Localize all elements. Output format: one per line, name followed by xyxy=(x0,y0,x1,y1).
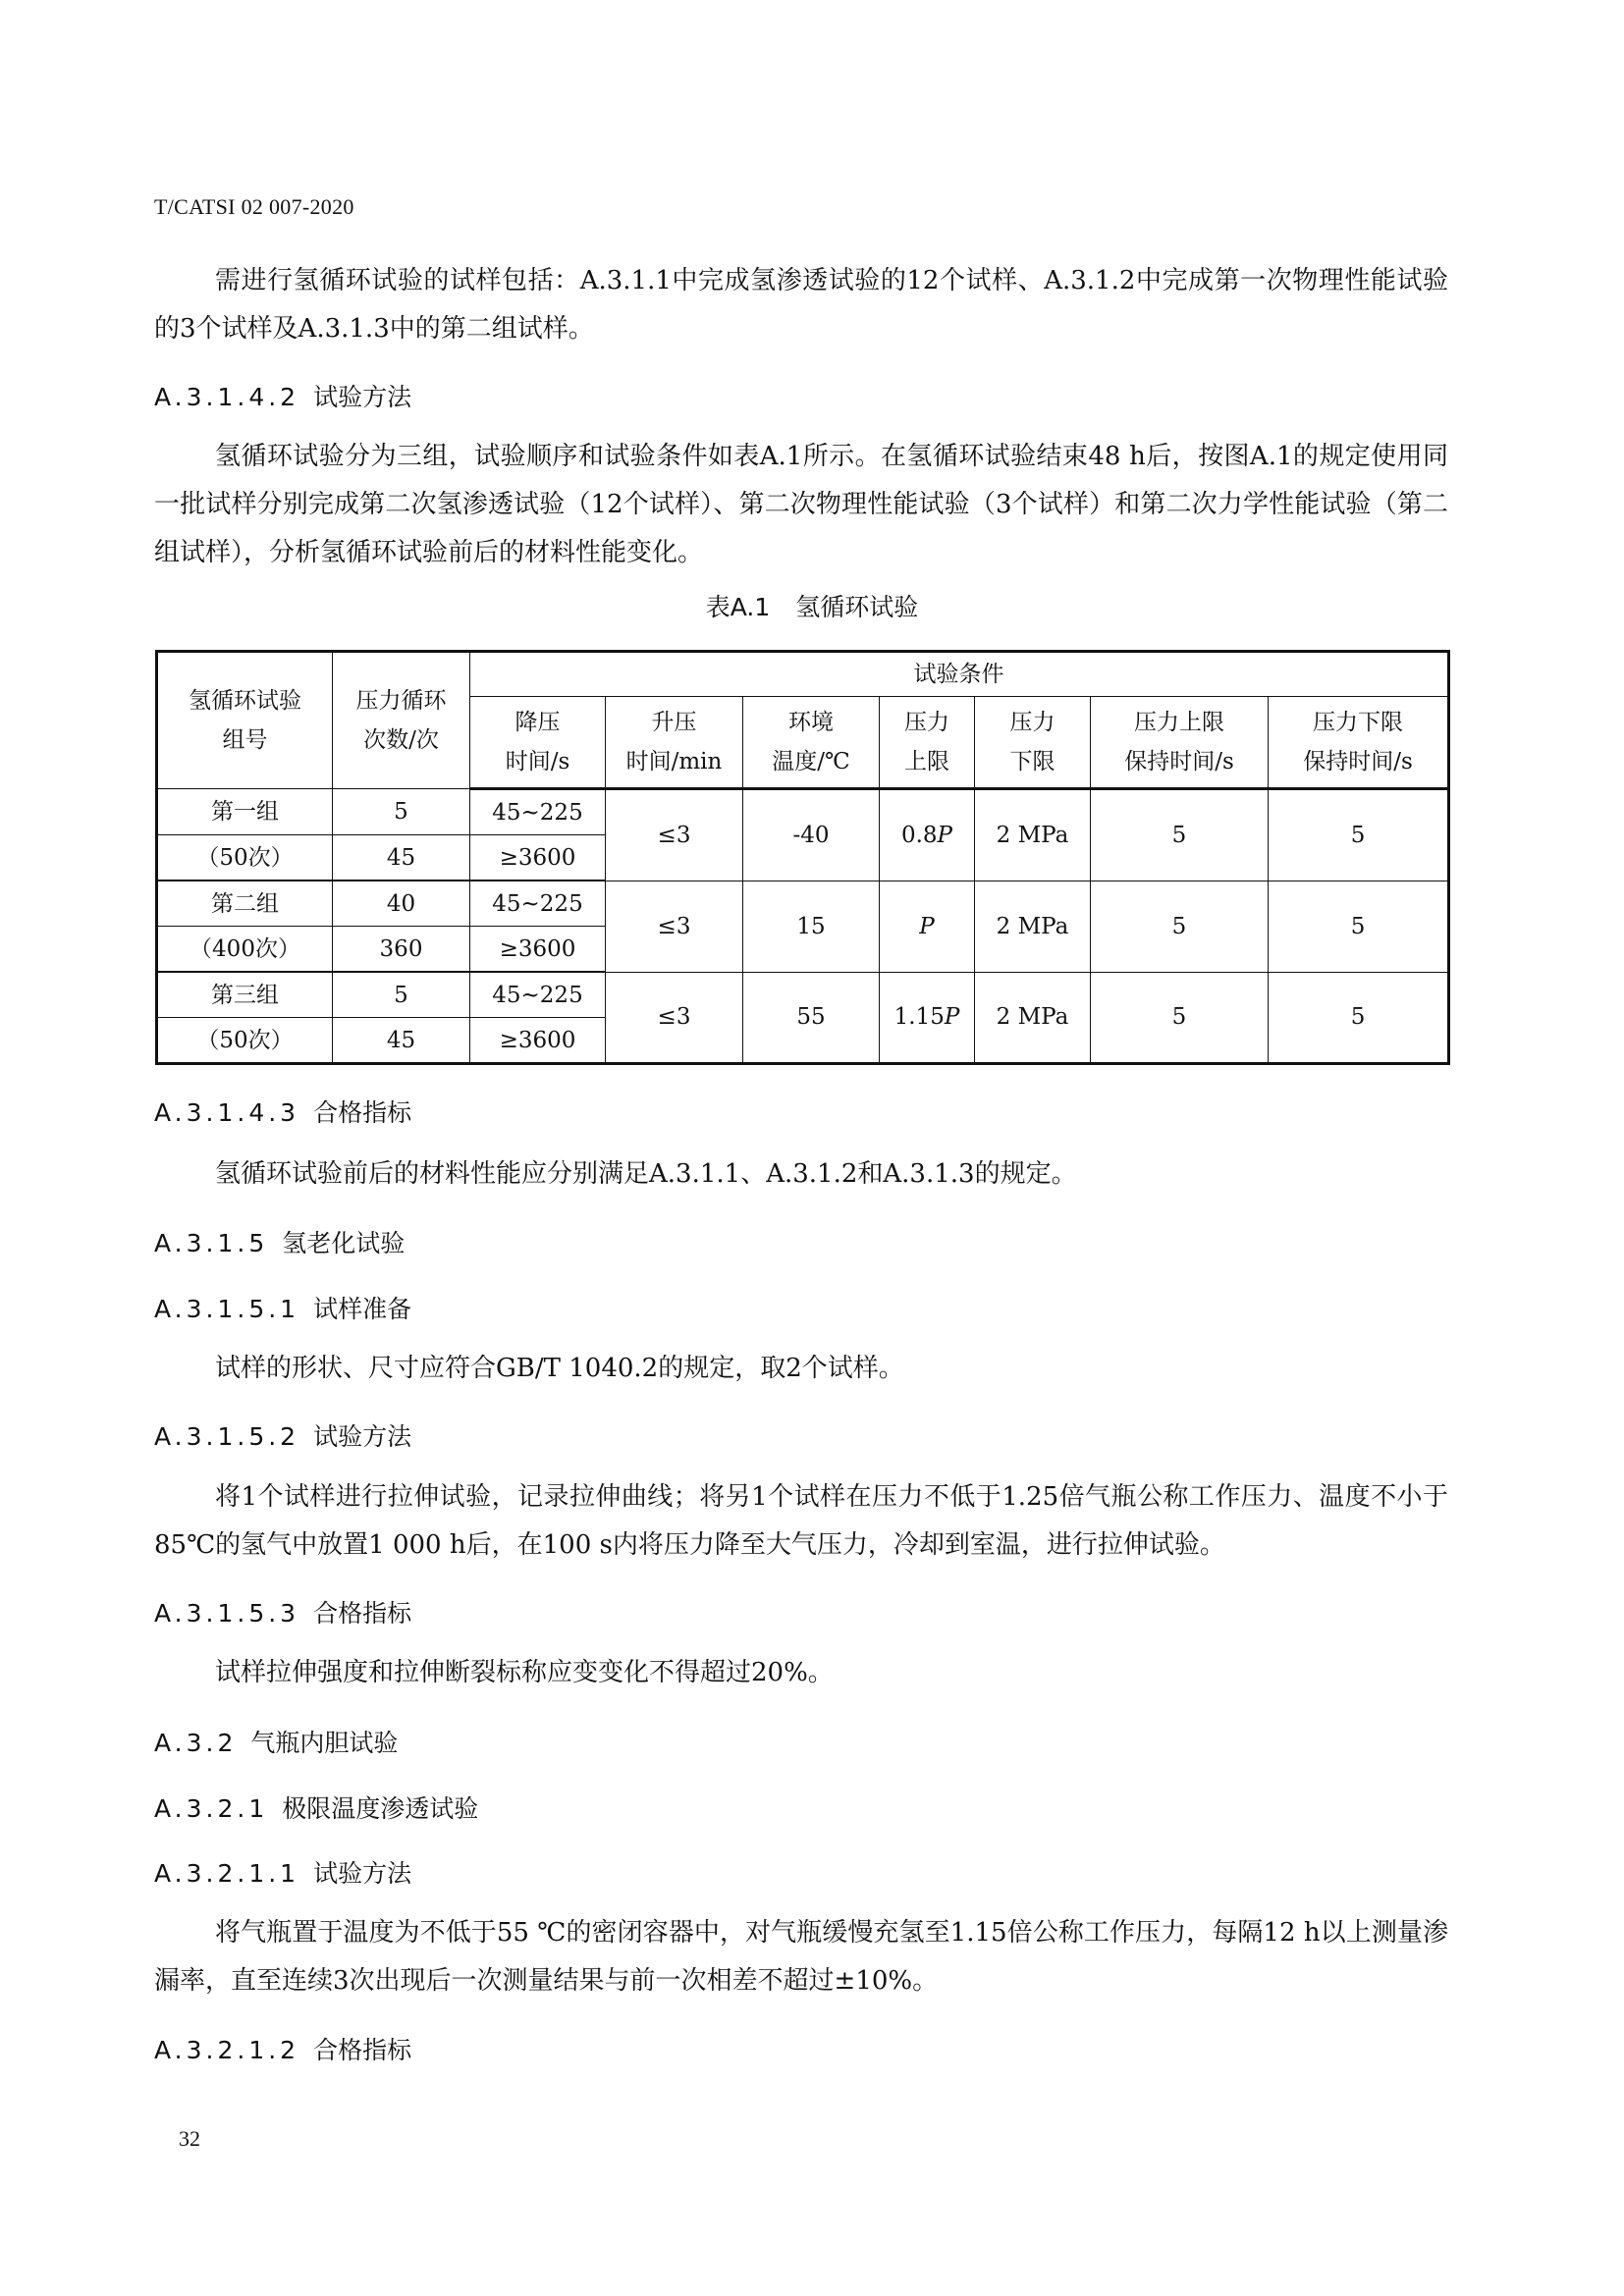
cycle-count: 40 xyxy=(333,881,470,927)
heading-title: 试验方法 xyxy=(313,1422,412,1451)
hydrogen-cycle-table xyxy=(155,650,1450,1065)
depressurize-time: ≥3600 xyxy=(470,1018,606,1064)
heading-title: 合格指标 xyxy=(313,1098,412,1127)
header-depressurize-time: 降压 时间/s xyxy=(470,697,606,789)
upper-hold-time: 5 xyxy=(1091,972,1269,1064)
header-cycle-count: 压力循环 次数/次 xyxy=(333,652,470,789)
header-pressure-lower: 压力 下限 xyxy=(975,697,1091,789)
pressure-lower: 2 MPa xyxy=(975,789,1091,881)
heading-number: A.3.2.1.2 xyxy=(154,2036,300,2064)
lower-hold-time: 5 xyxy=(1269,881,1449,972)
heading-a321 xyxy=(154,1789,478,1825)
cycle-count: 360 xyxy=(333,927,470,973)
heading-title: 极限温度渗透试验 xyxy=(282,1794,479,1823)
depressurize-time: ≥3600 xyxy=(470,835,606,881)
heading-number: A.3.2 xyxy=(154,1729,238,1757)
lower-hold-time: 5 xyxy=(1269,972,1449,1064)
heading-a31442 xyxy=(154,378,411,413)
depressurize-time: 45~225 xyxy=(470,881,606,927)
cycle-count: 45 xyxy=(333,835,470,881)
heading-number: A.3.1.5 xyxy=(154,1229,269,1257)
heading-number: A.3.1.5.1 xyxy=(154,1295,300,1323)
heading-title: 试验方法 xyxy=(313,1859,412,1888)
heading-number: A.3.1.5.3 xyxy=(154,1599,300,1628)
group-total: （50次） xyxy=(157,1018,333,1064)
pressurize-time: ≤3 xyxy=(606,972,743,1064)
depressurize-time: 45~225 xyxy=(470,789,606,835)
heading-title: 试验方法 xyxy=(313,383,412,411)
heading-title: 合格指标 xyxy=(313,2036,412,2064)
table-caption xyxy=(0,588,1624,623)
paragraph-aging-method: 将1个试样进行拉伸试验，记录拉伸曲线；将另1个试样在压力不低于1.25倍气瓶公称工作压力、温度不小于85℃的氢气中放置1 000 h后，在100 s内将压力降至大气压力，冷却到室温，进行拉伸试验。 xyxy=(154,1482,1448,1560)
pressure-upper: P xyxy=(880,881,975,972)
header-test-conditions: 试验条件 xyxy=(470,652,1449,697)
header-upper-hold-time: 压力上限 保持时间/s xyxy=(1091,697,1269,789)
document-code-header: T/CATSI 02 007-2020 xyxy=(154,194,354,219)
header-ambient-temperature: 环境 温度/℃ xyxy=(743,697,880,789)
heading-a31151 xyxy=(154,1290,411,1325)
depressurize-time: 45~225 xyxy=(470,972,606,1018)
paragraph-acceptance-criteria: 氢循环试验前后的材料性能应分别满足A.3.1.1、A.3.1.2和A.3.1.3的规定。 xyxy=(215,1159,1077,1189)
ambient-temperature: 55 xyxy=(743,972,880,1064)
paragraph-sample-preparation: 试样的形状、尺寸应符合GB/T 1040.2的规定，取2个试样。 xyxy=(215,1354,904,1383)
table-row xyxy=(157,881,1449,927)
depressurize-time: ≥3600 xyxy=(470,927,606,973)
paragraph-hydrogen-cycle-samples: 需进行氢循环试验的试样包括：A.3.1.1中完成氢渗透试验的12个试样、A.3.1.2中完成第一次物理性能试验的3个试样及A.3.1.3中的第二组试样。 xyxy=(154,266,1448,344)
heading-number: A.3.1.4.3 xyxy=(154,1098,300,1127)
heading-a32 xyxy=(154,1724,398,1759)
ambient-temperature: 15 xyxy=(743,881,880,972)
group-total: （50次） xyxy=(157,835,333,881)
heading-a3212 xyxy=(154,2031,411,2066)
group-total: （400次） xyxy=(157,927,333,973)
header-lower-hold-time: 压力下限 保持时间/s xyxy=(1269,697,1449,789)
header-group-number: 氢循环试验 组号 xyxy=(157,652,333,789)
group-name: 第一组 xyxy=(157,789,333,835)
paragraph-test-method: 氢循环试验分为三组，试验顺序和试验条件如表A.1所示。在氢循环试验结束48 h后，按图A.1的规定使用同一批试样分别完成第二次氢渗透试验（12个试样）、第二次物理性能试验（3个试样）和第二次力学性能试验（第二组试样），分析氢循环试验前后的材料性能变化。 xyxy=(154,442,1448,567)
paragraph-extreme-temperature-permeation: 将气瓶置于温度为不低于55 ℃的密闭容器中，对气瓶缓慢充氢至1.15倍公称工作压力，每隔12 h以上测量渗漏率，直至连续3次出现后一次测量结果与前一次相差不超过±10%。 xyxy=(154,1918,1448,1996)
heading-number: A.3.2.1.1 xyxy=(154,1859,300,1888)
paragraph-aging-criteria: 试样拉伸强度和拉伸断裂标称应变变化不得超过20%。 xyxy=(215,1658,834,1687)
heading-a3115 xyxy=(154,1224,405,1259)
pressure-lower: 2 MPa xyxy=(975,881,1091,972)
heading-title: 试样准备 xyxy=(313,1295,412,1323)
heading-title: 氢老化试验 xyxy=(282,1229,406,1257)
ambient-temperature: -40 xyxy=(743,789,880,881)
upper-hold-time: 5 xyxy=(1091,789,1269,881)
heading-number: A.3.2.1 xyxy=(154,1794,269,1823)
header-pressure-upper: 压力 上限 xyxy=(880,697,975,789)
heading-number: A.3.1.4.2 xyxy=(154,383,300,411)
group-name: 第二组 xyxy=(157,881,333,927)
header-pressurize-time: 升压 时间/min xyxy=(606,697,743,789)
pressure-upper: 1.15P xyxy=(880,972,975,1064)
table-row xyxy=(157,972,1449,1018)
pressure-lower: 2 MPa xyxy=(975,972,1091,1064)
page-number: 32 xyxy=(179,2126,200,2151)
table-caption-title: 氢循环试验 xyxy=(795,593,919,621)
pressurize-time: ≤3 xyxy=(606,789,743,881)
heading-a31153 xyxy=(154,1594,411,1629)
heading-number: A.3.1.5.2 xyxy=(154,1422,300,1451)
table-caption-number: 表A.1 xyxy=(705,593,771,621)
cycle-count: 5 xyxy=(333,789,470,835)
heading-a31443 xyxy=(154,1094,411,1129)
heading-a31152 xyxy=(154,1417,411,1453)
pressurize-time: ≤3 xyxy=(606,881,743,972)
heading-title: 气瓶内胆试验 xyxy=(250,1729,399,1757)
cycle-count: 5 xyxy=(333,972,470,1018)
upper-hold-time: 5 xyxy=(1091,881,1269,972)
cycle-count: 45 xyxy=(333,1018,470,1064)
table-row xyxy=(157,789,1449,835)
heading-title: 合格指标 xyxy=(313,1599,412,1628)
pressure-upper: 0.8P xyxy=(880,789,975,881)
heading-a3211 xyxy=(154,1854,411,1890)
lower-hold-time: 5 xyxy=(1269,789,1449,881)
group-name: 第三组 xyxy=(157,972,333,1018)
